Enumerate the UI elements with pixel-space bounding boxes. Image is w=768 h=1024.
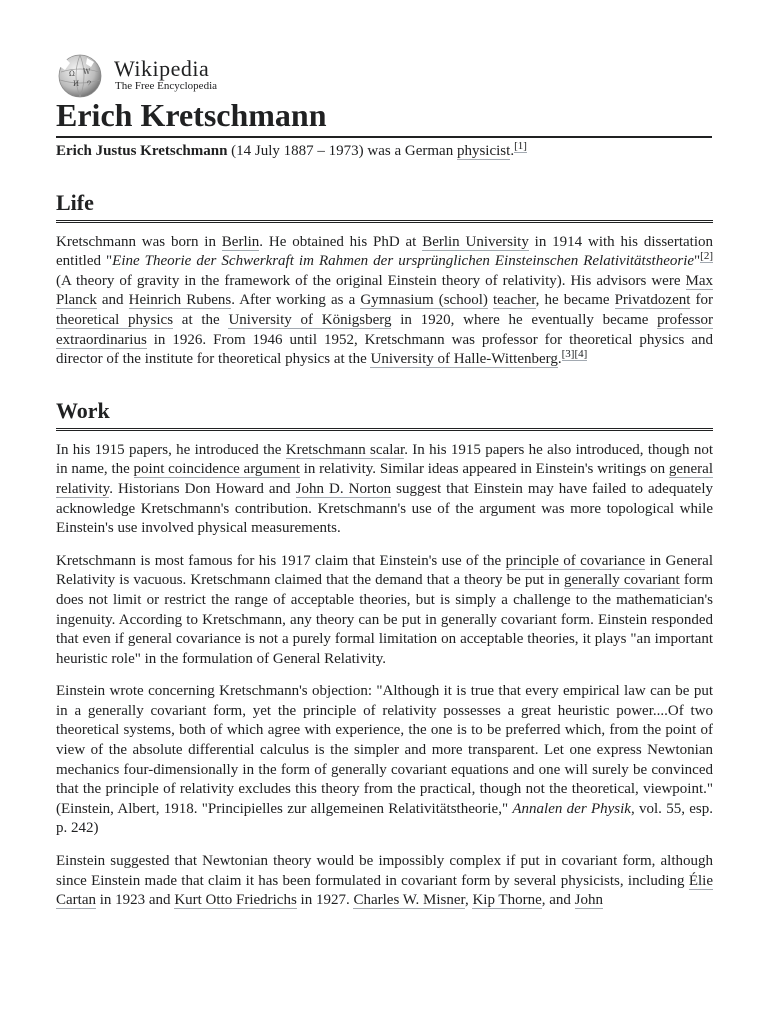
link-generally-covariant[interactable]: generally covariant bbox=[563, 572, 680, 589]
site-tagline: The Free Encyclopedia bbox=[115, 80, 218, 92]
text: , he became bbox=[535, 292, 615, 309]
text: in 1920, where he eventually became bbox=[391, 311, 658, 328]
link-privatdozent[interactable]: Privatdozent bbox=[614, 292, 691, 309]
text: in 1926. From 1946 until 1952, Kretschmann was professor for theoretical physics and director of the institute for theoretical physics at the bbox=[56, 331, 713, 368]
text: and bbox=[96, 292, 129, 309]
link-university-of-halle-wittenberg[interactable]: University of Halle-Wittenberg bbox=[370, 351, 558, 368]
svg-text:ウ: ウ bbox=[86, 80, 93, 87]
text: Kretschmann was born in bbox=[56, 233, 222, 250]
text: (14 July 1887 – 1973) was a German bbox=[227, 143, 457, 159]
text: In his 1915 papers, he introduced the bbox=[56, 441, 286, 458]
link-professor-extraordinarius[interactable]: professor extraordinarius bbox=[56, 311, 713, 348]
svg-text:W: W bbox=[83, 68, 91, 76]
svg-text:Ω: Ω bbox=[69, 70, 75, 78]
link-charles-w-misner[interactable]: Charles W. Misner bbox=[353, 892, 465, 909]
link-university-of-konigsberg[interactable]: University of Königsberg bbox=[228, 311, 392, 328]
text: . bbox=[510, 143, 515, 159]
link-max-planck[interactable]: Max Planck bbox=[56, 272, 713, 309]
text: suggest that Einstein may have failed to adequately acknowledge Kretschmann's contribution. Kretschmann's use of the argument was more topological while Einstein's use involved physical measurements. bbox=[56, 480, 713, 537]
link-berlin-university[interactable]: Berlin University bbox=[422, 233, 529, 250]
reference-3[interactable]: [3] bbox=[561, 348, 575, 361]
text: Einstein wrote concerning Kretschmann's objection: "Although it is true that every empirical law can be put in a generally covariant form, yet the principle of relativity possesses a great heuristic power....Of two theoretical systems, both of which agree with experience, the one is to be preferred which, from the point of view of the absolute differential calculus is the simpler and more transparent. Let one express Newtonian mechanics four-dimensionally in the form of generally covariant equations and one will surely be convinced that the principle of relativity excludes this theory from the practical, though not the theoretical, viewpoint." (Einstein, Albert, 1918. "Principielles zur allgemeinen Relativitätstheorie," bbox=[56, 683, 713, 817]
text: at the bbox=[173, 311, 229, 328]
life-paragraph bbox=[56, 233, 713, 370]
text: , bbox=[464, 892, 473, 909]
link-gymnasium[interactable]: Gymnasium (school) bbox=[360, 292, 488, 309]
link-general-relativity[interactable]: general relativity bbox=[56, 461, 713, 497]
svg-text:И: И bbox=[73, 80, 80, 88]
journal-title: Annalen der Physik bbox=[512, 800, 631, 817]
text: . After working as a bbox=[231, 292, 361, 309]
text: in General Relativity is vacuous. Kretschmann claimed that the demand that a theory be put in bbox=[56, 552, 714, 589]
work-paragraph-4 bbox=[56, 852, 713, 911]
text: " bbox=[694, 253, 701, 270]
wikipedia-globe-icon[interactable] bbox=[56, 54, 104, 98]
work-paragraph-3 bbox=[56, 682, 713, 839]
text: , and bbox=[541, 892, 575, 909]
link-kretschmann-scalar[interactable]: Kretschmann scalar bbox=[285, 441, 405, 458]
section-heading-life: Life bbox=[56, 188, 713, 223]
section-heading-work: Work bbox=[56, 396, 713, 431]
text: . He obtained his PhD at bbox=[259, 233, 423, 250]
work-paragraph-1 bbox=[56, 441, 713, 539]
link-berlin[interactable]: Berlin bbox=[221, 233, 260, 250]
article-body bbox=[56, 142, 713, 924]
text: in 1923 and bbox=[95, 892, 175, 909]
reference-1[interactable]: [1] bbox=[514, 140, 527, 152]
link-theoretical-physics[interactable]: theoretical physics bbox=[56, 311, 174, 328]
text: form does not limit or restrict the range of acceptable theories, but is simply a challenge to the mathematician's ingenuity. According to Kretschmann, any theory can be put in generally covariant form. Einstein responded that even if general covariance is not a purely formal limitation on acceptable theories, it plays "an important heuristic role" in the formulation of General Relativity. bbox=[56, 572, 713, 667]
link-kurt-otto-friedrichs[interactable]: Kurt Otto Friedrichs bbox=[174, 892, 297, 909]
link-principle-of-covariance[interactable]: principle of covariance bbox=[505, 552, 646, 569]
lead-paragraph bbox=[56, 142, 713, 162]
text: . Historians Don Howard and bbox=[109, 480, 296, 497]
reference-4[interactable]: [4] bbox=[574, 348, 588, 361]
text: . bbox=[557, 351, 562, 368]
link-physicist[interactable]: physicist bbox=[456, 143, 511, 159]
text: , vol. 55, esp. p. 242) bbox=[56, 800, 713, 837]
work-paragraph-2 bbox=[56, 552, 713, 670]
link-heinrich-rubens[interactable]: Heinrich Rubens bbox=[128, 292, 232, 309]
text: . In his 1915 papers he also introduced, though not in name, the bbox=[56, 441, 713, 478]
text: in 1927. bbox=[296, 892, 354, 909]
reference-2[interactable]: [2] bbox=[700, 250, 713, 263]
subject-name: Erich Justus Kretschmann bbox=[56, 143, 228, 159]
link-john-d-norton[interactable]: John D. Norton bbox=[295, 480, 392, 497]
page-title: Erich Kretschmann bbox=[56, 94, 712, 138]
text: for bbox=[690, 292, 713, 309]
text: Einstein suggested that Newtonian theory would be impossibly complex if put in covariant form, although since Einstein made that claim it has been formulated in covariant form by several physicists, including bbox=[56, 853, 713, 889]
link-teacher[interactable]: teacher bbox=[492, 292, 536, 309]
text: in 1914 with his dissertation entitled " bbox=[56, 233, 713, 270]
text: (A theory of gravity in the framework of the original Einstein theory of relativity). His advisors were bbox=[56, 272, 686, 289]
link-kip-thorne[interactable]: Kip Thorne bbox=[472, 892, 542, 909]
site-wordmark[interactable]: Wikipedia bbox=[114, 56, 210, 81]
site-header[interactable] bbox=[56, 54, 256, 98]
text: Kretschmann is most famous for his 1917 claim that Einstein's use of the bbox=[56, 552, 506, 569]
link-john[interactable]: John bbox=[574, 892, 604, 909]
link-point-coincidence-argument[interactable]: point coincidence argument bbox=[133, 461, 300, 478]
text: in relativity. Similar ideas appeared in Einstein's writings on bbox=[299, 461, 669, 478]
link-elie-cartan[interactable]: Élie Cartan bbox=[56, 872, 713, 909]
dissertation-title: Eine Theorie der Schwerkraft im Rahmen der ursprünglichen Einsteinschen Relativitätstheorie bbox=[112, 253, 695, 270]
